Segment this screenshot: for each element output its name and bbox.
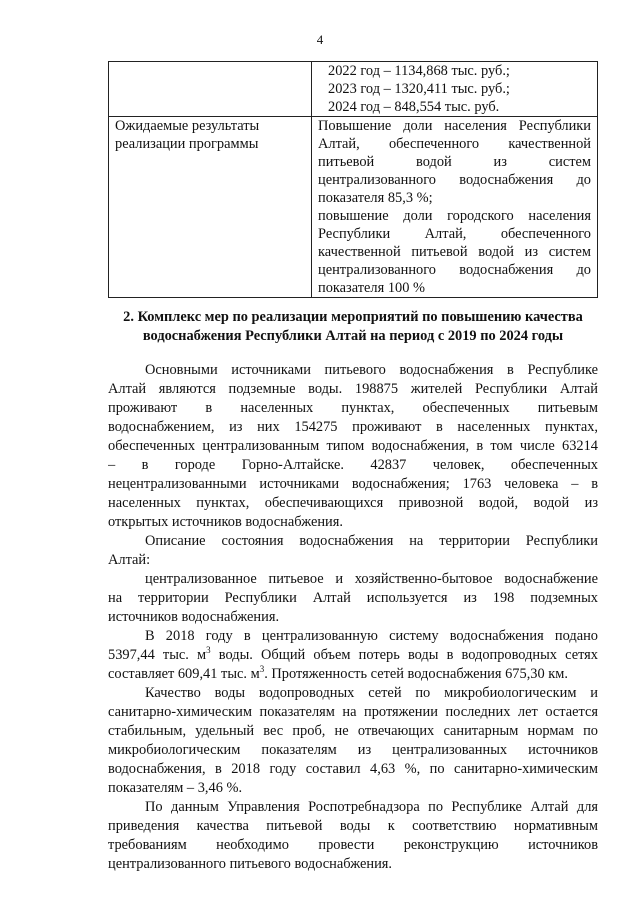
table-cell-expected-results-label <box>109 117 312 298</box>
paragraph-centralized-supply <box>108 570 598 627</box>
paragraph-description-intro <box>108 532 598 570</box>
text-line: населенных пунктах, обеспечивающихся привозной водой, водой из <box>108 495 598 511</box>
text-line: Описание состояния водоснабжения на территории Республики <box>145 533 598 549</box>
paragraph-water-sources <box>108 361 598 532</box>
result-line: Республики Алтай, обеспеченного <box>318 226 591 242</box>
table-row-financing <box>109 62 598 117</box>
result-line: питьевой водой из систем <box>318 154 591 170</box>
result-line: показателя 85,3 %; <box>318 190 433 206</box>
text-line: обеспеченных централизованным типом водоснабжения, в том числе 63214 <box>108 438 598 454</box>
text-line: централизованное питьевое и хозяйственно-бытовое водоснабжение <box>145 571 598 587</box>
financing-2024: 2024 год – 848,554 тыс. руб. <box>328 99 500 115</box>
result-line: Алтай, обеспеченного качественной <box>318 136 591 152</box>
text-line: Основными источниками питьевого водоснабжения в Республике <box>145 362 598 378</box>
superscript: 3 <box>259 665 265 674</box>
text-fragment: . Протяженность сетей водоснабжения 675,30 км. <box>264 666 568 682</box>
text-line: приведения качества питьевой воды к соответствию нормативным <box>108 818 598 834</box>
text-line: централизованного питьевого водоснабжения. <box>108 856 392 872</box>
program-info-table <box>108 61 598 298</box>
text-line: санитарно-химическим показателям на протяжении последних лет остается <box>108 704 598 720</box>
result-line: централизованного водоснабжения до <box>318 172 591 188</box>
paragraph-rospotrebnadzor <box>108 798 598 874</box>
result-line: Повышение доли населения Республики <box>318 118 591 134</box>
section-heading-line-1: 2. Комплекс мер по реализации мероприятий по повышению качества <box>123 309 583 325</box>
result-line: качественной питьевой водой из систем <box>318 244 591 260</box>
financing-2022: 2022 год – 1134,868 тыс. руб.; <box>328 63 510 79</box>
text-line <box>108 646 598 665</box>
table-cell-expected-results-text <box>312 117 598 298</box>
text-line: открытых источников водоснабжения. <box>108 514 343 530</box>
result-line: показателя 100 % <box>318 280 426 296</box>
text-line: водоснабжением, из них 154275 проживают в населенных пунктах, <box>108 419 598 435</box>
text-line: Алтай: <box>108 552 151 568</box>
page-number: 4 <box>316 32 324 47</box>
text-fragment: воды. Общий объем потерь воды в водопроводных сетях <box>210 647 598 663</box>
text-line: водоснабжения, в 2018 году составил 4,63 %, по санитарно-химическим <box>108 761 598 777</box>
body-text <box>108 361 598 874</box>
paragraph-water-quality <box>108 684 598 798</box>
text-line: нецентрализованными источниками водоснабжения; 1763 человека – в <box>108 476 598 492</box>
superscript: 3 <box>206 646 211 655</box>
table-row-expected-results <box>109 117 598 298</box>
text-line: Качество воды водопроводных сетей по микробиологическим и <box>145 685 598 701</box>
text-line: стабильным, удельный вес проб, не отвечающих санитарным нормам по <box>108 723 598 739</box>
financing-2023: 2023 год – 1320,411 тыс. руб.; <box>328 81 510 97</box>
text-line: проживают в населенных пунктах, обеспеченных питьевым <box>108 400 598 416</box>
text-line <box>108 665 598 684</box>
result-line: централизованного водоснабжения до <box>318 262 591 278</box>
text-line: показателям – 3,46 %. <box>108 780 243 796</box>
result-line: повышение доли городского населения <box>318 208 591 224</box>
text-fragment: 5397,44 тыс. м <box>108 647 207 663</box>
text-line: Алтай являются подземные воды. 198875 жителей Республики Алтай <box>108 381 598 397</box>
section-heading-line-2: водоснабжения Республики Алтай на период с 2019 по 2024 годы <box>142 328 564 344</box>
text-line: на территории Республики Алтай используется из 198 подземных <box>108 590 598 606</box>
text-line: микробиологическим показателям из централизованных источников <box>108 742 598 758</box>
table-cell-financing-values <box>312 62 598 117</box>
text-line: требованиям необходимо провести реконструкцию источников <box>108 837 598 853</box>
text-line: источников водоснабжения. <box>108 609 280 625</box>
section-heading <box>108 308 598 346</box>
text-line: – в городе Горно-Алтайске. 42837 человек, обеспеченных <box>108 457 598 473</box>
table-cell-label-empty <box>109 62 312 117</box>
text-line: По данным Управления Роспотребнадзора по Республике Алтай для <box>145 799 598 815</box>
paragraph-2018-supply <box>108 627 598 684</box>
text-line: В 2018 году в централизованную систему водоснабжения подано <box>145 628 598 644</box>
label-line-2: реализации программы <box>115 136 259 152</box>
label-line-1: Ожидаемые результаты <box>115 118 260 134</box>
text-fragment: составляет 609,41 тыс. м <box>108 666 260 682</box>
